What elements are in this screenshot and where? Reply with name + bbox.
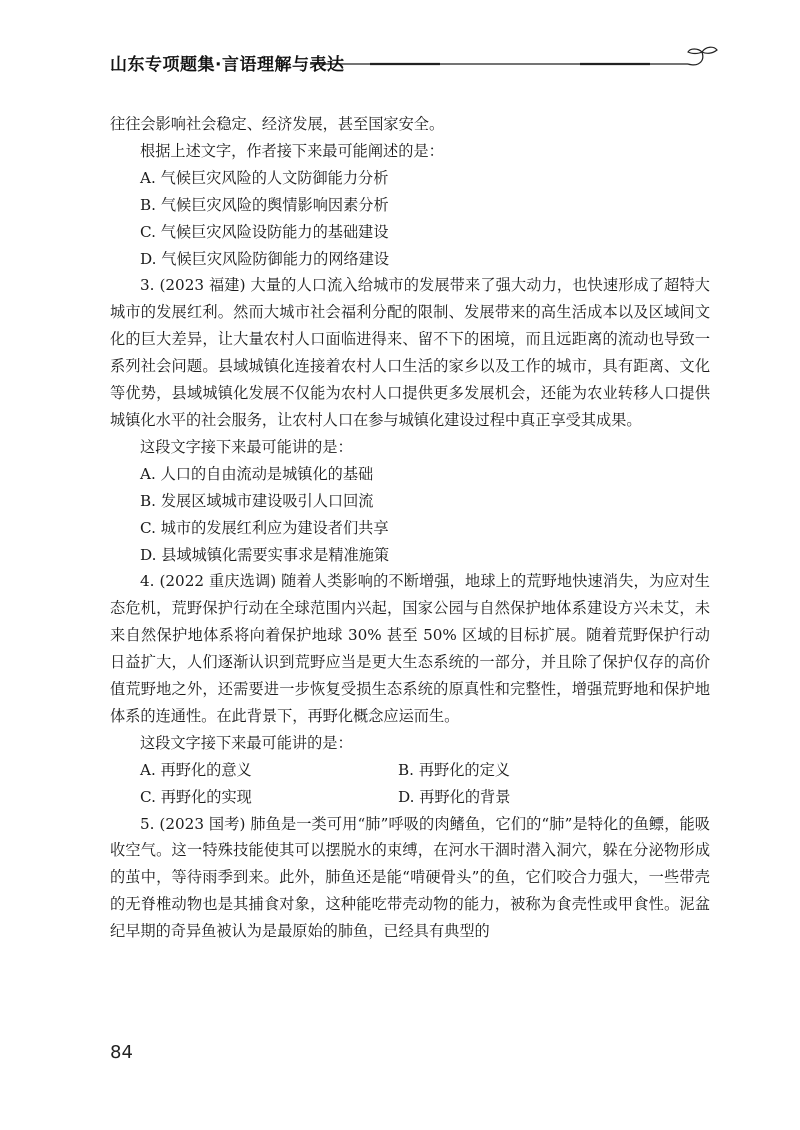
q3-option-c: C. 城市的发展红利应为建设者们共享 [140,518,389,537]
continuation-paragraph: 往往会影响社会稳定、经济发展，甚至国家安全。 [110,115,445,133]
q4-option-d: D. 再野化的背景 [398,787,511,806]
q4-question: 这段文字接下来最可能讲的是： [140,733,353,752]
q3-question: 这段文字接下来最可能讲的是： [140,437,353,456]
q4-options-row-1 [110,757,710,784]
q2-question: 根据上述文字，作者接下来最可能阐述的是： [140,141,444,160]
q4-passage: 4. (2022 重庆选调) 随着人类影响的不断增强，地球上的荒野地快速消失，为应对生态危机，荒野保护行动在全球范围内兴起，国家公园与自然保护地体系建设方兴未艾，未来自然保护地体系将向着保护地球 30% 甚至 50% 区域的目标扩展。随着荒野保护行动日益扩大，人们逐渐认识到荒野应当是更大生态系统的一部分，并且除了保护仅存的高价值荒野地之外，还需要进一步恢复受损生态系统的原真性和完整性，增强荒野地和保护地体系的连通性。在此背景下，再野化概念应运而生。 [110,572,710,725]
page-content [110,111,710,945]
q4-option-b: B. 再野化的定义 [398,760,510,779]
page-number: 84 [110,1042,133,1063]
q5-passage: 5. (2023 国考) 肺鱼是一类可用“肺”呼吸的肉鳍鱼，它们的“肺”是特化的鱼鳔，能吸收空气。这一特殊技能使其可以摆脱水的束缚，在河水干涸时潜入洞穴，躲在分泌物形成的茧中，等待雨季到来。此外，肺鱼还是能“啃硬骨头”的鱼，它们咬合力强大，一些带壳的无脊椎动物也是其捕食对象，这种能吃带壳动物的能力，被称为食壳性或甲食性。泥盆纪早期的奇异鱼被认为是最原始的肺鱼，已经具有典型的 [110,814,710,941]
q4-option-c: C. 再野化的实现 [140,787,252,806]
q3-option-a: A. 人口的自由流动是城镇化的基础 [140,464,374,483]
q2-option-c: C. 气候巨灾风险设防能力的基础建设 [140,222,389,241]
q3-option-d: D. 县域城镇化需要实事求是精准施策 [140,545,390,564]
q4-option-a: A. 再野化的意义 [140,760,252,779]
q2-option-a: A. 气候巨灾风险的人文防御能力分析 [140,168,389,187]
sprout-icon [684,44,720,70]
q3-option-b: B. 发展区域城市建设吸引人口回流 [140,491,374,510]
q2-option-d: D. 气候巨灾风险防御能力的网络建设 [140,249,390,268]
header-title: 山东专项题集·言语理解与表达 [110,55,345,75]
q2-option-b: B. 气候巨灾风险的舆情影响因素分析 [140,195,389,214]
q4-options-row-2 [110,784,710,811]
q3-passage: 3. (2023 福建) 大量的人口流入给城市的发展带来了强大动力，也快速形成了超特大城市的发展红利。然而大城市社会福利分配的限制、发展带来的高生活成本以及区域间文化的巨大差异，让大量农村人口面临进得来、留不下的困境，而且远距离的流动也导致一系列社会问题。县域城镇化连接着农村人口生活的家乡以及工作的城市，具有距离、文化等优势，县域城镇化发展不仅能为农村人口提供更多发展机会，还能为农业转移人口提供城镇化水平的社会服务，让农村人口在参与城镇化建设过程中真正享受其成果。 [110,276,710,429]
page-header [110,44,720,84]
